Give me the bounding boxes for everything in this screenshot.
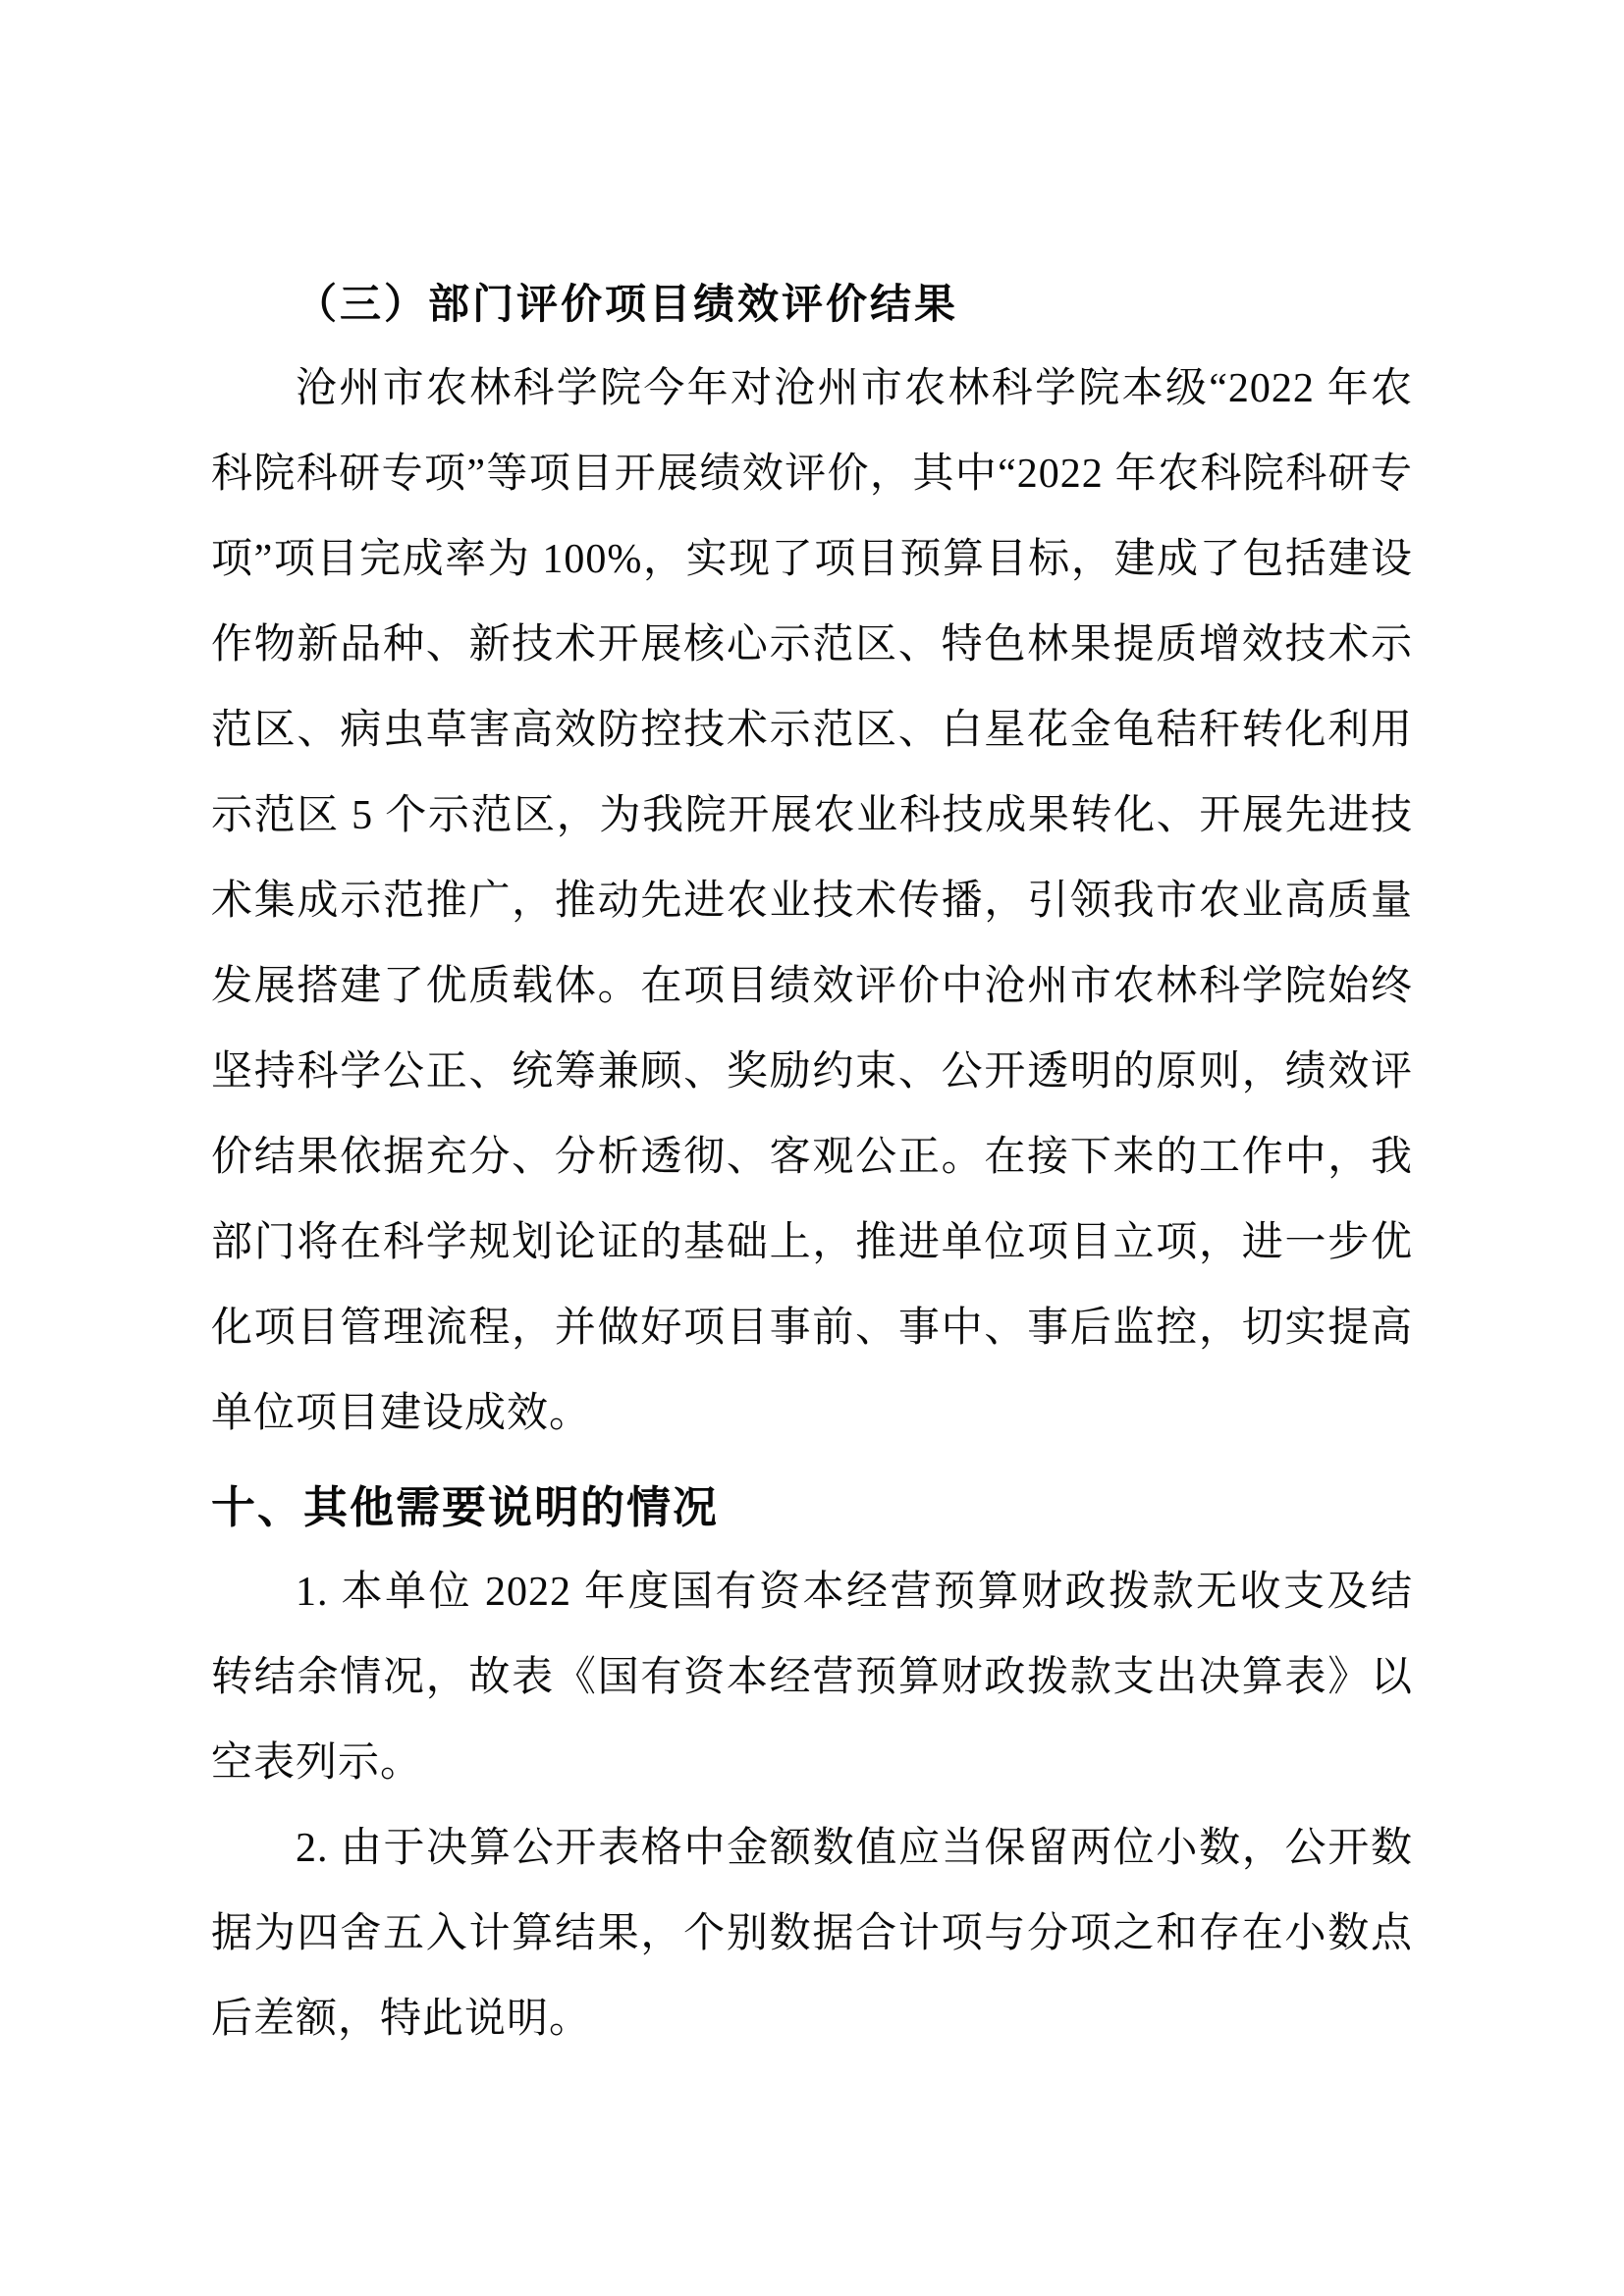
section-heading-other-notes: 十、其他需要说明的情况	[211, 1482, 720, 1532]
document-body	[211, 261, 1413, 2062]
subsection-heading-dept-eval-results: （三）部门评价项目绩效评价结果	[296, 281, 959, 327]
paragraph-performance-evaluation: 沧州市农林科学院今年对沧州市农林科学院本级“2022 年农科院科研专项”等项目开展绩效评价，其中“2022 年农科院科研专项”项目完成率为 100%，实现了项目预算目标，建成了包括建设作物新品种、新技术开展核心示范区、特色林果提质增效技术示范区、病虫草害高效防控技术示范区、白星花金龟秸秆转化利用示范区 5 个示范区，为我院开展农业科技成果转化、开展先进技术集成示范推广，推动先进农业技术传播，引领我市农业高质量发展搭建了优质载体。在项目绩效评价中沧州市农林科学院始终坚持科学公正、统筹兼顾、奖励约束、公开透明的原则，绩效评价结果依据充分、分析透彻、客观公正。在接下来的工作中，我部门将在科学规划论证的基础上，推进单位项目立项，进一步优化项目管理流程，并做好项目事前、事中、事后监控，切实提高单位项目建设成效。	[211, 366, 1413, 1436]
paragraph-note-1-state-capital-budget: 1. 本单位 2022 年度国有资本经营预算财政拨款无收支及结转结余情况，故表《国有资本经营预算财政拨款支出决算表》以空表列示。	[211, 1570, 1413, 1786]
paragraph-note-2-rounding-explanation: 2. 由于决算公开表格中金额数值应当保留两位小数，公开数据为四舍五入计算结果，个别数据合计项与分项之和存在小数点后差额，特此说明。	[211, 1826, 1413, 2042]
